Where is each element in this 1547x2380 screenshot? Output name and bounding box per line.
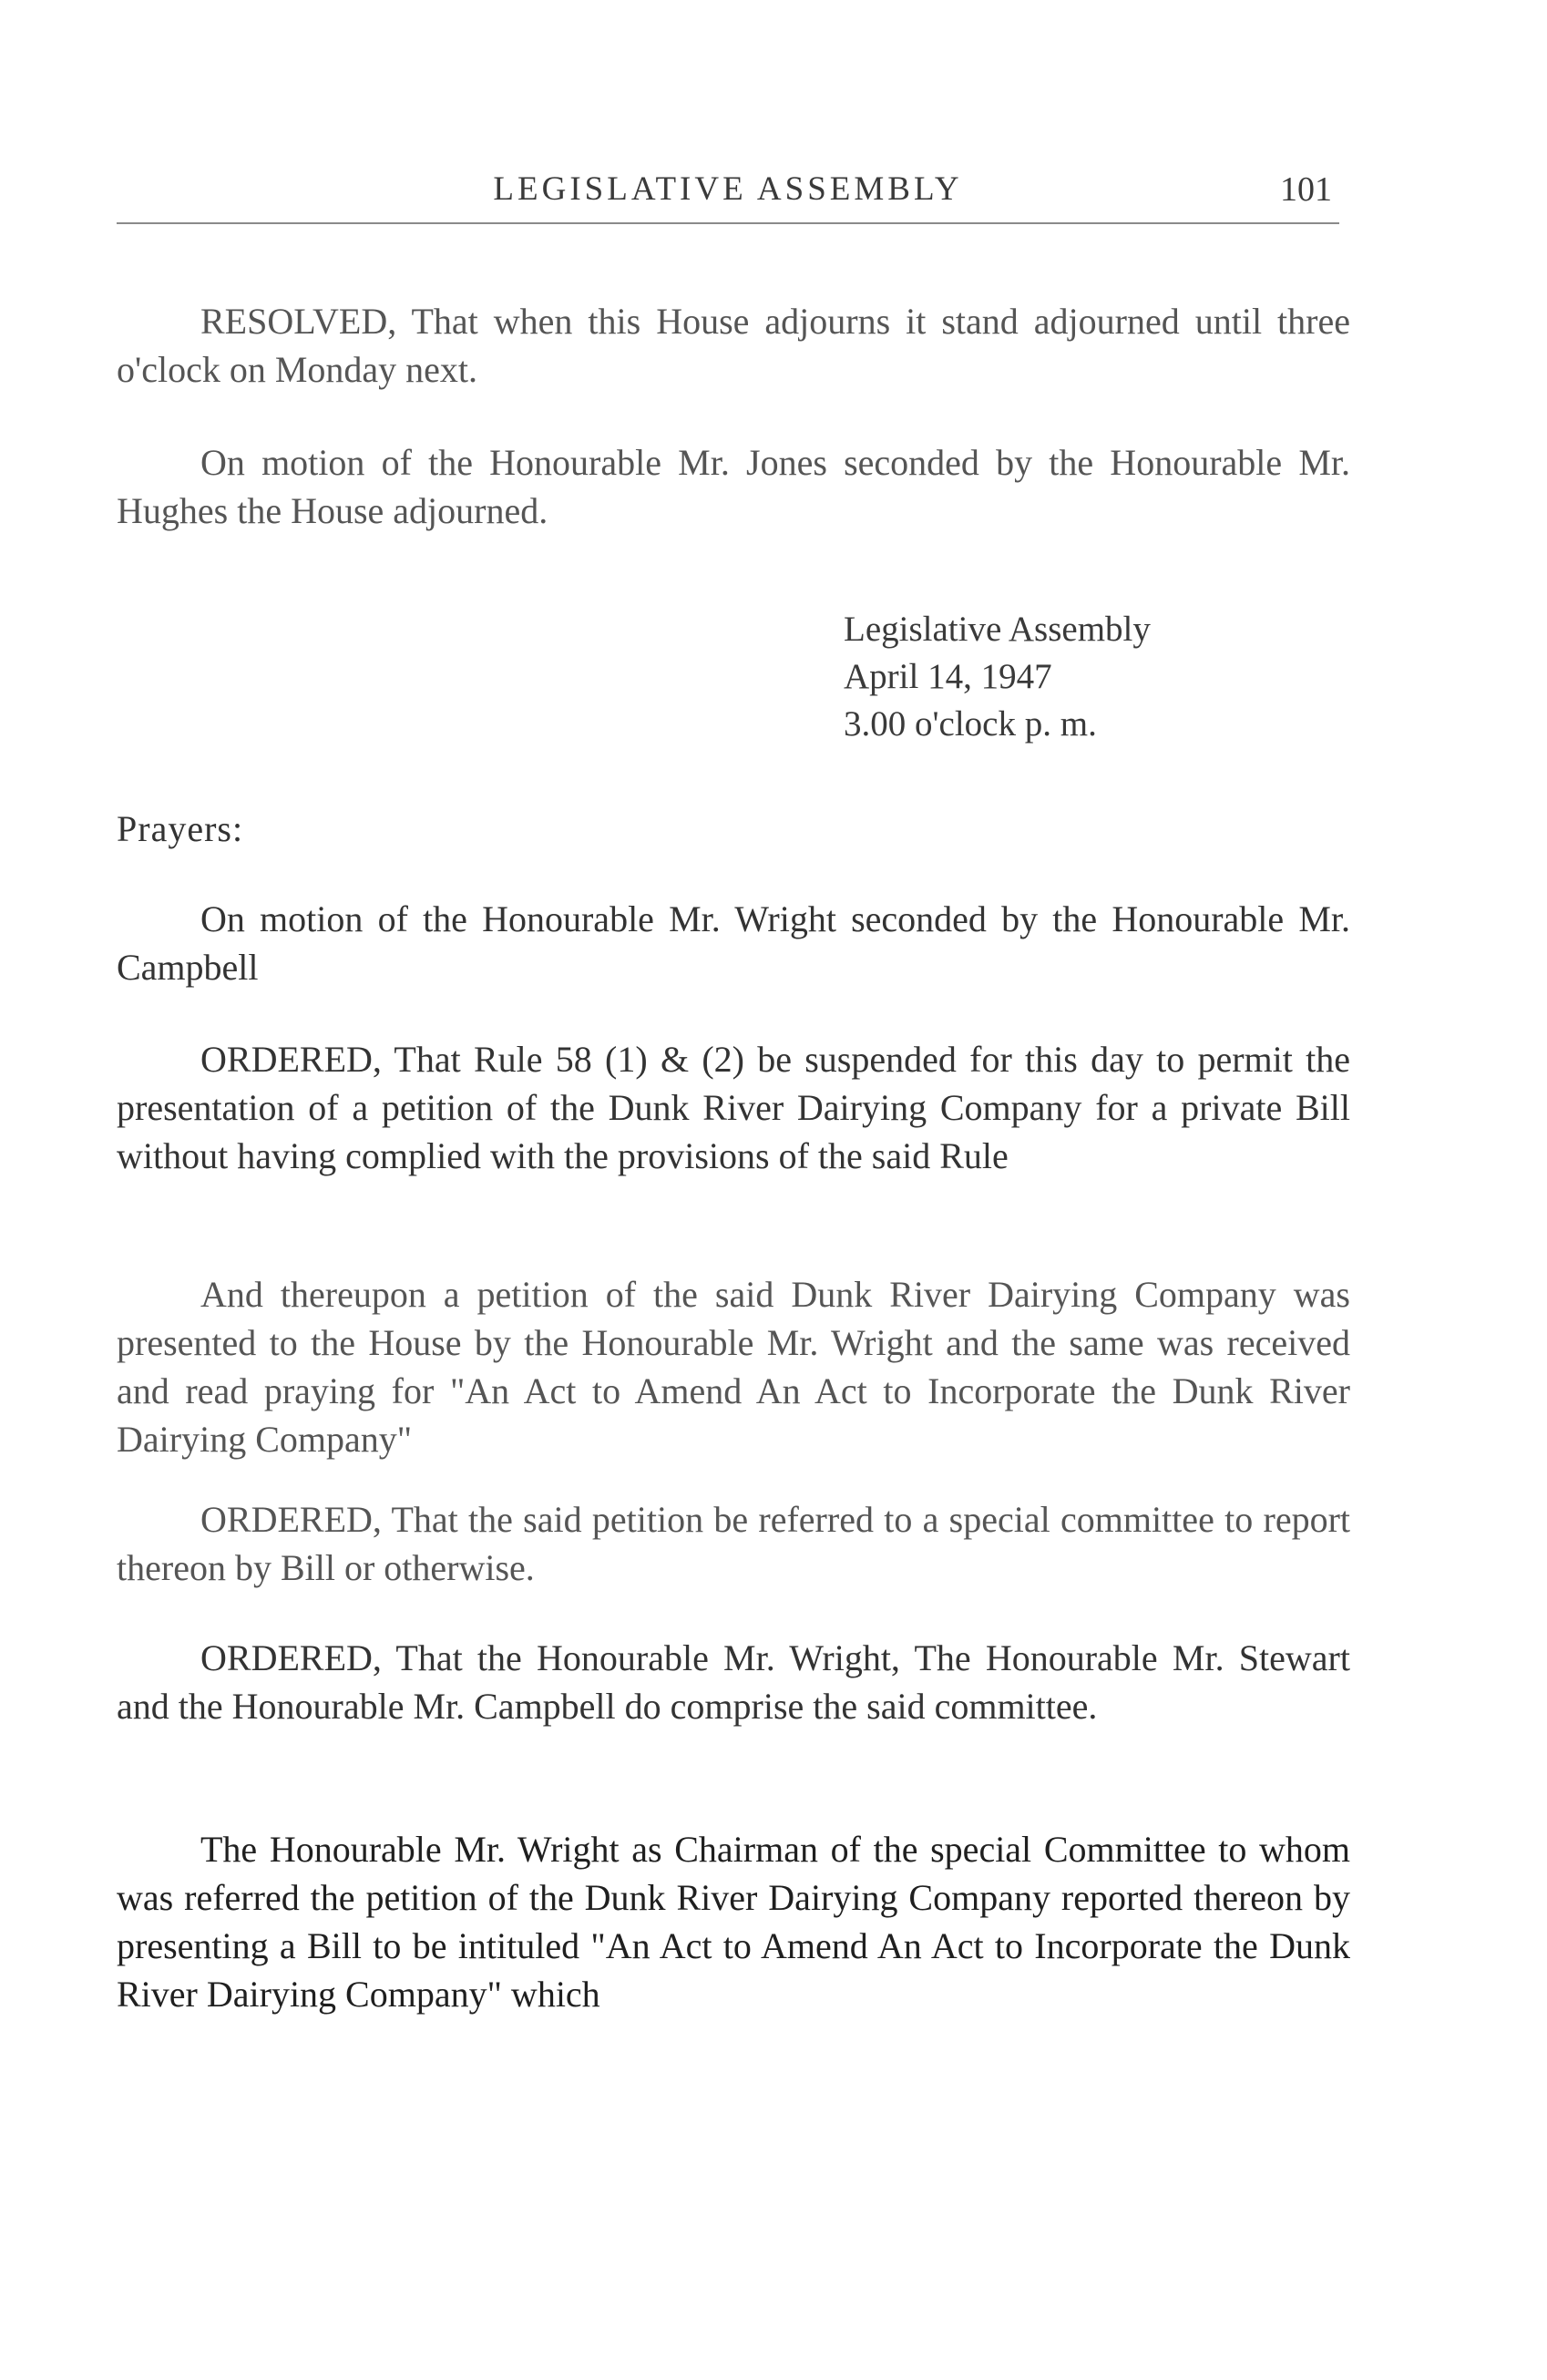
paragraph-motion-adjourn: On motion of the Honourable Mr. Jones seconded by the Honourable Mr. Hughes the House adjourned.	[117, 442, 1350, 531]
paragraph-ordered-referred: ORDERED, That the said petition be referred to a special committee to report thereon by Bill or otherwise.	[117, 1499, 1350, 1588]
dateline	[844, 606, 1151, 748]
prayers-label: Prayers:	[117, 808, 244, 849]
paragraph-resolved: RESOLVED, That when this House adjourns it stand adjourned until three o'clock on Monday next.	[117, 301, 1350, 390]
paragraph-petition: And thereupon a petition of the said Dunk River Dairying Company was presented to the House by the Honourable Mr. Wright and the same was received and read praying for "An Act to Amend An Act to Incorporate the Dunk River Dairying Company"	[117, 1274, 1350, 1460]
paragraph-chairman: The Honourable Mr. Wright as Chairman of the special Committee to whom was referred the petition of the Dunk River Dairying Company reported thereon by presenting a Bill to be intituled "An Act to Amend An Act to Incorporate the Dunk River Dairying Company" which	[117, 1829, 1350, 2015]
running-header	[117, 164, 1339, 219]
paragraph-motion-wright: On motion of the Honourable Mr. Wright seconded by the Honourable Mr. Campbell	[117, 898, 1350, 988]
header-rule	[117, 222, 1339, 224]
dateline-time: 3.00 o'clock p. m.	[844, 704, 1097, 744]
paragraph-ordered-rule: ORDERED, That Rule 58 (1) & (2) be suspended for this day to permit the presentation of a petition of the Dunk River Dairying Company for a private Bill without having complied with the provisions of the said Rule	[117, 1039, 1350, 1176]
header-title: LEGISLATIVE ASSEMBLY	[493, 170, 963, 208]
dateline-place: Legislative Assembly	[844, 610, 1151, 649]
paragraph-ordered-committee: ORDERED, That the Honourable Mr. Wright, The Honourable Mr. Stewart and the Honourable Mr. Campbell do comprise the said committee.	[117, 1637, 1350, 1727]
dateline-date: April 14, 1947	[844, 657, 1052, 696]
page-number: 101	[1280, 170, 1332, 209]
